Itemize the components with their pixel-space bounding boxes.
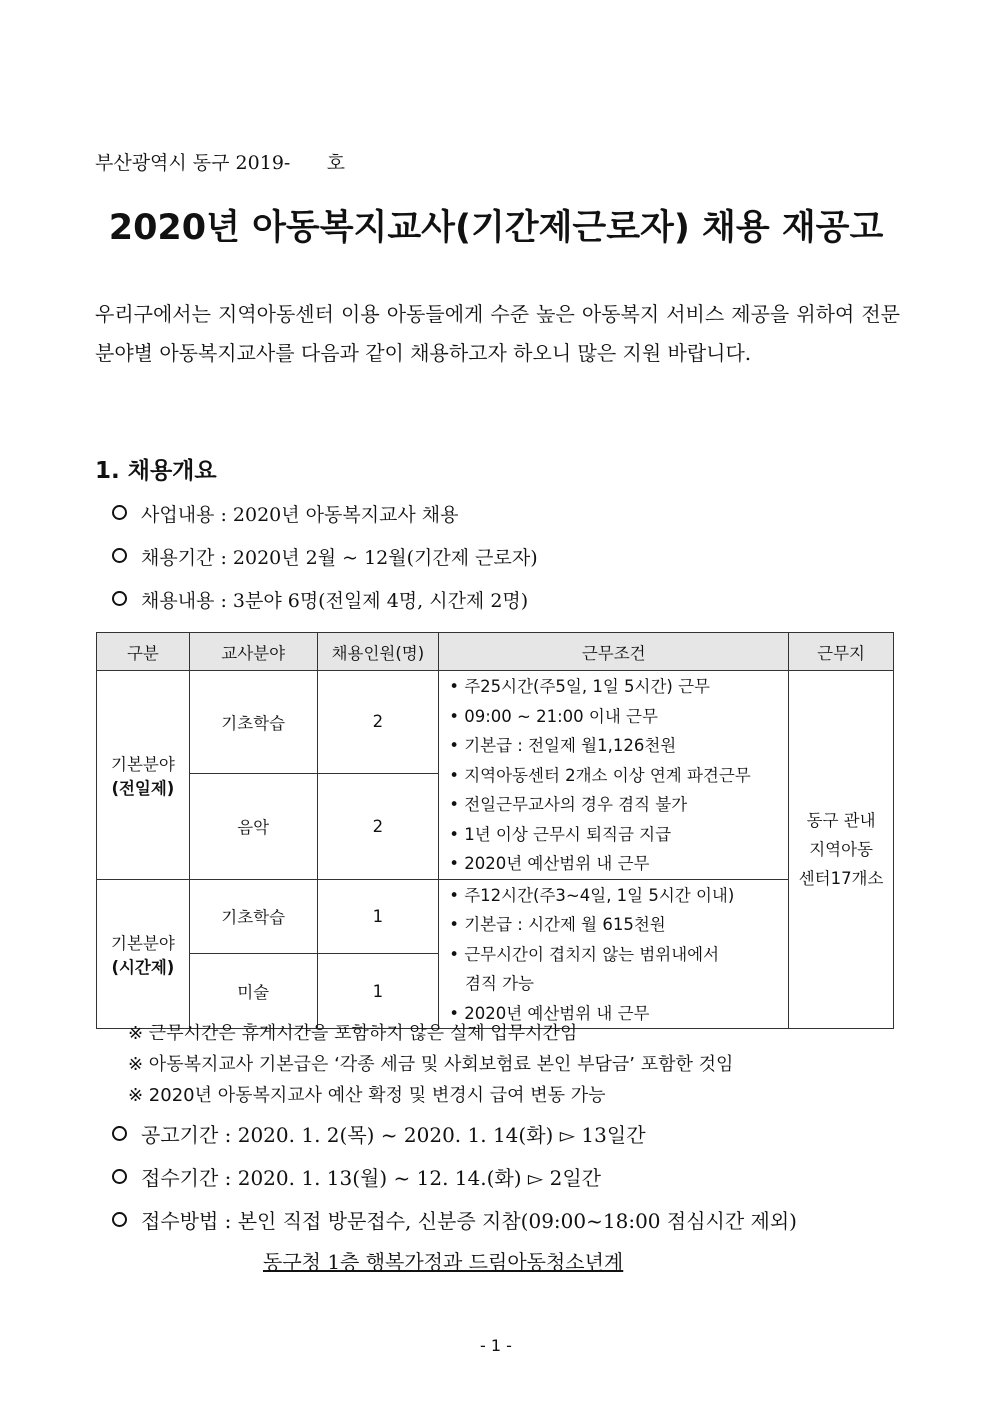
header-workplace: 근무지: [789, 633, 894, 671]
table-row: [97, 879, 894, 954]
circle-bullet-icon: [112, 1212, 127, 1227]
count-cell: 2: [317, 773, 439, 879]
category-cell: 기본분야 (전일제): [97, 671, 190, 880]
note-line: ※ 아동복지교사 기본급은 ‘각종 세금 및 사회보험료 본인 부담금’ 포함한 것임: [128, 1054, 734, 1075]
header-conditions: 근무조건: [439, 633, 789, 671]
workplace-cell: 동구 관내 지역아동 센터17개소: [789, 671, 894, 1029]
note-line: ※ 근무시간은 휴게시간을 포함하지 않은 실제 업무시간임: [128, 1023, 578, 1044]
field-cell: 미술: [189, 954, 317, 1029]
conditions-cell: • 주12시간(주3~4일, 1일 5시간 이내) • 기본급 : 시간제 월 615천원 • 근무시간이 겹치지 않는 범위내에서 겸직 가능 • 2020년 예산범위 내 근무: [439, 879, 789, 1029]
table-header-row: [97, 633, 894, 671]
recruitment-table: [96, 632, 894, 1029]
circle-bullet-icon: [112, 1169, 127, 1184]
overview-item: 사업내용 : 2020년 아동복지교사 채용: [112, 500, 459, 527]
schedule-item: 접수기간 : 2020. 1. 13(월) ~ 12. 14.(화) ▻ 2일간: [112, 1162, 601, 1191]
field-cell: 기초학습: [189, 671, 317, 774]
header-field: 교사분야: [189, 633, 317, 671]
intro-paragraph: 우리구에서는 지역아동센터 이용 아동들에게 수준 높은 아동복지 서비스 제공을 위하여 전문분야별 아동복지교사를 다음과 같이 채용하고자 하오니 많은 지원 바랍니다.: [95, 302, 900, 365]
field-cell: 음악: [189, 773, 317, 879]
section-heading-overview: 1. 채용개요: [95, 458, 217, 484]
circle-bullet-icon: [112, 591, 127, 606]
page-number: - 1 -: [480, 1336, 512, 1355]
submission-location: 동구청 1층 행복가정과 드림아동청소년계: [263, 1250, 624, 1274]
circle-bullet-icon: [112, 548, 127, 563]
page-title: 2020년 아동복지교사(기간제근로자) 채용 재공고: [108, 208, 884, 248]
schedule-item: 접수방법 : 본인 직접 방문접수, 신분증 지참(09:00~18:00 점심시간 제외): [112, 1205, 797, 1234]
category-cell: 기본분야 (시간제): [97, 879, 190, 1029]
field-cell: 기초학습: [189, 879, 317, 954]
overview-item: 채용내용 : 3분야 6명(전일제 4명, 시간제 2명): [112, 586, 528, 613]
document-number: 부산광역시 동구 2019- 호: [95, 152, 345, 174]
notes-block: [128, 1018, 733, 1111]
circle-bullet-icon: [112, 1126, 127, 1141]
header-count: 채용인원(명): [317, 633, 439, 671]
count-cell: 1: [317, 879, 439, 954]
note-line: ※ 2020년 아동복지교사 예산 확정 및 변경시 급여 변동 가능: [128, 1085, 606, 1106]
schedule-item: 공고기간 : 2020. 1. 2(목) ~ 2020. 1. 14(화) ▻ 13일간: [112, 1119, 646, 1148]
overview-item: 채용기간 : 2020년 2월 ~ 12월(기간제 근로자): [112, 543, 538, 570]
count-cell: 2: [317, 671, 439, 774]
table-row: [97, 671, 894, 774]
circle-bullet-icon: [112, 505, 127, 520]
header-category: 구분: [97, 633, 190, 671]
count-cell: 1: [317, 954, 439, 1029]
conditions-cell: • 주25시간(주5일, 1일 5시간) 근무 • 09:00 ~ 21:00 이내 근무 • 기본급 : 전일제 월1,126천원 • 지역아동센터 2개소 이상 연계 파견근무 • 전일근무교사의 경우 겸직 불가 • 1년 이상 근무시 퇴직금 지급 • 2020년 예산범위 내 근무: [439, 671, 789, 880]
